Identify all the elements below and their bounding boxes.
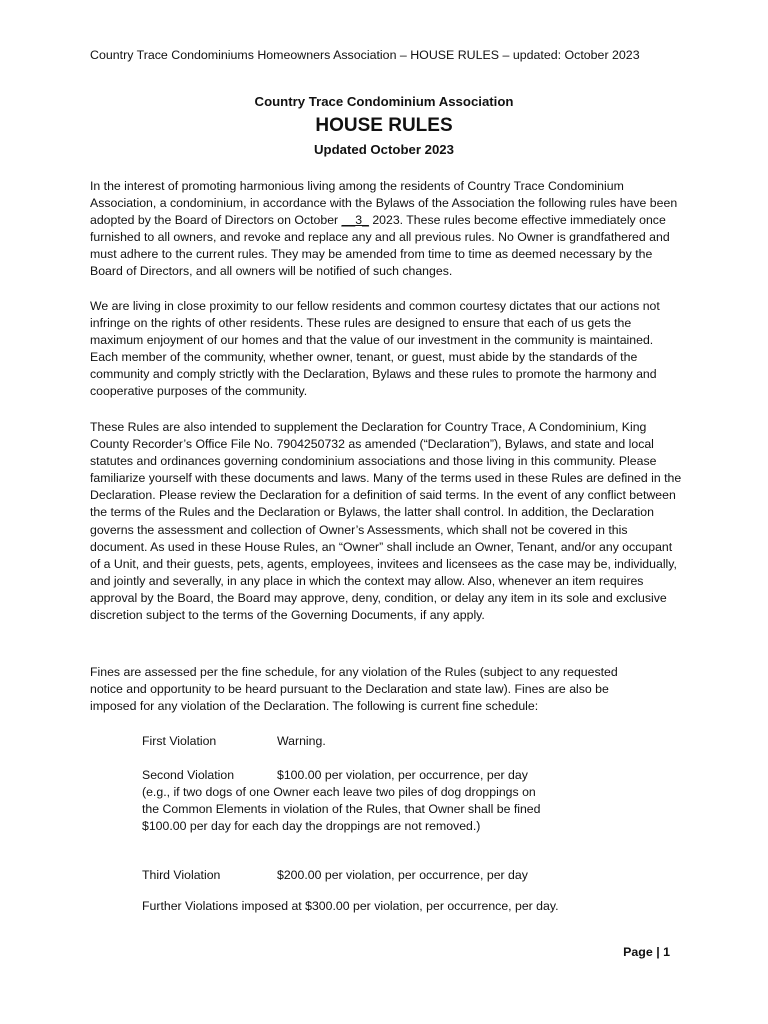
fine-label: Third Violation bbox=[142, 868, 221, 882]
document-title: HOUSE RULES bbox=[315, 115, 453, 136]
fine-label: Second Violation bbox=[142, 768, 235, 782]
association-name: Country Trace Condominium Association bbox=[254, 94, 514, 109]
fine-third-violation bbox=[142, 867, 528, 884]
fine-value: Warning. bbox=[277, 734, 326, 748]
fines-paragraph: Fines are assessed per the fine schedule, for any violation of the Rules (subject to any requested notice and opportunity to be heard pursuant to the Declaration and state law). Fines are also be imposed for any violation of the Declaration. The following is current fine schedule: bbox=[90, 665, 618, 714]
page-number: Page | 1 bbox=[623, 945, 670, 959]
intro-text-end: 2023. These rules become effective immediately once furnished to all owners, and revoke and replace any and all previous rules. No Owner is grandfathered and must adhere to the current rules. They may be amended from time to time as deemed necessary by the Board of Directors, and all owners will be notified of such changes. bbox=[90, 213, 670, 279]
updated-date: Updated October 2023 bbox=[314, 142, 454, 157]
fine-example-note: (e.g., if two dogs of one Owner each leave two piles of dog droppings on the Common Elements in violation of the Rules, that Owner shall be fined $100.00 per day for each day the droppings are not removed.) bbox=[142, 785, 541, 834]
fine-second-violation bbox=[142, 767, 542, 835]
intro-text-start: In the interest of promoting harmonious living among the residents of Country Trace Condominium Association, a condominium, in accordance with the Bylaws of the Association the following rules have been adopted by the Board of Directors on October bbox=[90, 179, 678, 228]
courtesy-paragraph: We are living in close proximity to our fellow residents and common courtesy dictates that our actions not infringe on the rights of other residents. These rules are designed to ensure that each of us gets the maximum enjoyment of our homes and that the value of our investment in the community is maintained. Each member of the community, whether owner, tenant, or guest, must abide by the standards of the community and comply strictly with the Declaration, Bylaws and these rules to promote the harmony and cooperative purposes of the community. bbox=[90, 299, 660, 399]
fine-further-violations: Further Violations imposed at $300.00 per violation, per occurrence, per day. bbox=[142, 899, 559, 913]
adoption-day: __3_ bbox=[341, 213, 369, 228]
declaration-paragraph: These Rules are also intended to supplement the Declaration for Country Trace, A Condominium, King County Recorder’s Office File No. 7904250732 as amended (“Declaration”), Bylaws, and state and local statutes and ordinances governing condominium associations and those living in this community. Please familiarize yourself with these documents and laws. Many of the terms used in these Rules are defined in the Declaration. Please review the Declaration for a definition of said terms. In the event of any conflict between the terms of the Rules and the Declaration or Bylaws, the latter shall control. In addition, the Declaration governs the assessment and collection of Owner’s Assessments, which shall not be covered in this document. As used in these House Rules, an “Owner” shall include an Owner, Tenant, and/or any occupant of a Unit, and their guests, pets, agents, employees, invitees and licensees as the case may be, individually, and jointly and severally, in any place in which the context may allow. Also, whenever an item requires approval by the Board, the Board may approve, deny, condition, or delay any item in its sole and exclusive discretion subject to the terms of the Governing Documents, if any apply. bbox=[90, 420, 682, 623]
fine-value: $100.00 per violation, per occurrence, per day bbox=[277, 768, 528, 782]
intro-paragraph bbox=[90, 178, 682, 281]
fine-first-violation bbox=[142, 733, 326, 750]
fine-value: $200.00 per violation, per occurrence, per day bbox=[277, 868, 528, 882]
running-header: Country Trace Condominiums Homeowners Association – HOUSE RULES – updated: October 2023 bbox=[90, 48, 640, 62]
fine-label: First Violation bbox=[142, 734, 217, 748]
